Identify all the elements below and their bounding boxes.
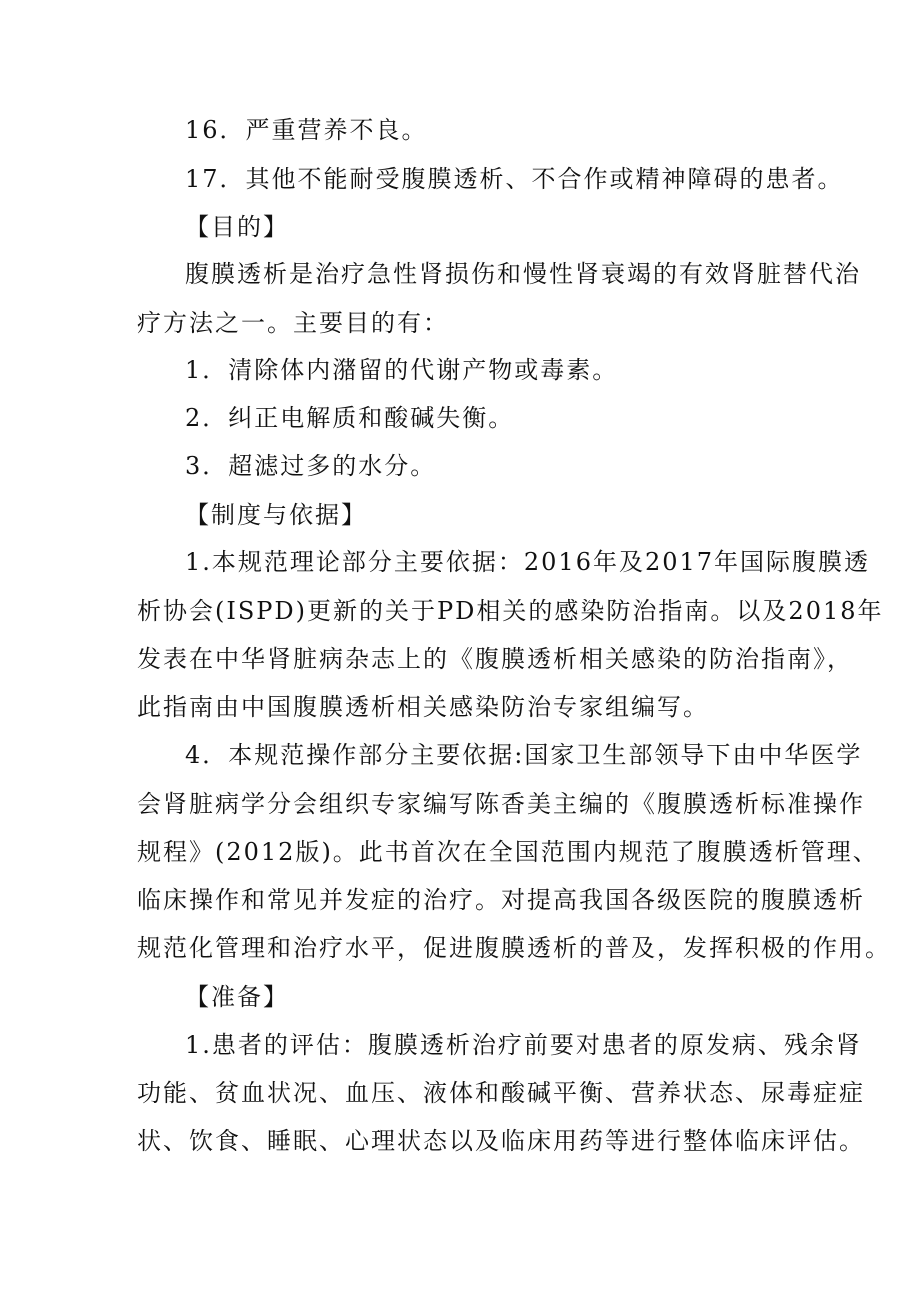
section-heading-basis: 【制度与依据】: [185, 501, 367, 529]
basis-item-4-line-1: 4．本规范操作部分主要依据:国家卫生部领导下由中华医学: [185, 741, 863, 769]
list-item-contraindication-16: 16．严重营养不良。: [185, 116, 428, 144]
section-heading-purpose: 【目的】: [185, 213, 289, 241]
purpose-paragraph-line-2: 疗方法之一。主要目的有：: [137, 309, 449, 337]
basis-item-1-line-2: 析协会(ISPD)更新的关于PD相关的感染防治指南。以及2018年: [137, 597, 884, 625]
basis-item-4-line-5: 规范化管理和治疗水平，促进腹膜透析的普及，发挥积极的作用。: [137, 934, 891, 962]
basis-item-1-line-3: 发表在中华肾脏病杂志上的《腹膜透析相关感染的防治指南》，: [137, 645, 853, 673]
purpose-paragraph-line-1: 腹膜透析是治疗急性肾损伤和慢性肾衰竭的有效肾脏替代治: [185, 260, 861, 288]
preparation-item-1-line-1: 1.患者的评估：腹膜透析治疗前要对患者的原发病、残余肾: [185, 1031, 862, 1059]
basis-item-1-line-4: 此指南由中国腹膜透析相关感染防治专家组编写。: [137, 693, 709, 721]
basis-item-4-line-3: 规程》(2012版)。此书首次在全国范围内规范了腹膜透析管理、: [137, 838, 879, 866]
basis-item-4-line-2: 会肾脏病学分会组织专家编写陈香美主编的《腹膜透析标准操作: [137, 790, 865, 818]
list-item-contraindication-17: 17．其他不能耐受腹膜透析、不合作或精神障碍的患者。: [185, 165, 844, 193]
purpose-item-2: 2．纠正电解质和酸碱失衡。: [185, 404, 515, 432]
preparation-item-1-line-2: 功能、贫血状况、血压、液体和酸碱平衡、营养状态、尿毒症症: [137, 1079, 865, 1107]
basis-item-1-line-1: 1.本规范理论部分主要依据：2016年及2017年国际腹膜透: [185, 548, 871, 576]
purpose-item-1: 1．清除体内潴留的代谢产物或毒素。: [185, 356, 619, 384]
preparation-item-1-line-3: 状、饮食、睡眠、心理状态以及临床用药等进行整体临床评估。: [137, 1127, 865, 1155]
basis-item-4-line-4: 临床操作和常见并发症的治疗。对提高我国各级医院的腹膜透析: [137, 886, 865, 914]
section-heading-preparation: 【准备】: [185, 983, 289, 1011]
purpose-item-3: 3．超滤过多的水分。: [185, 452, 437, 480]
